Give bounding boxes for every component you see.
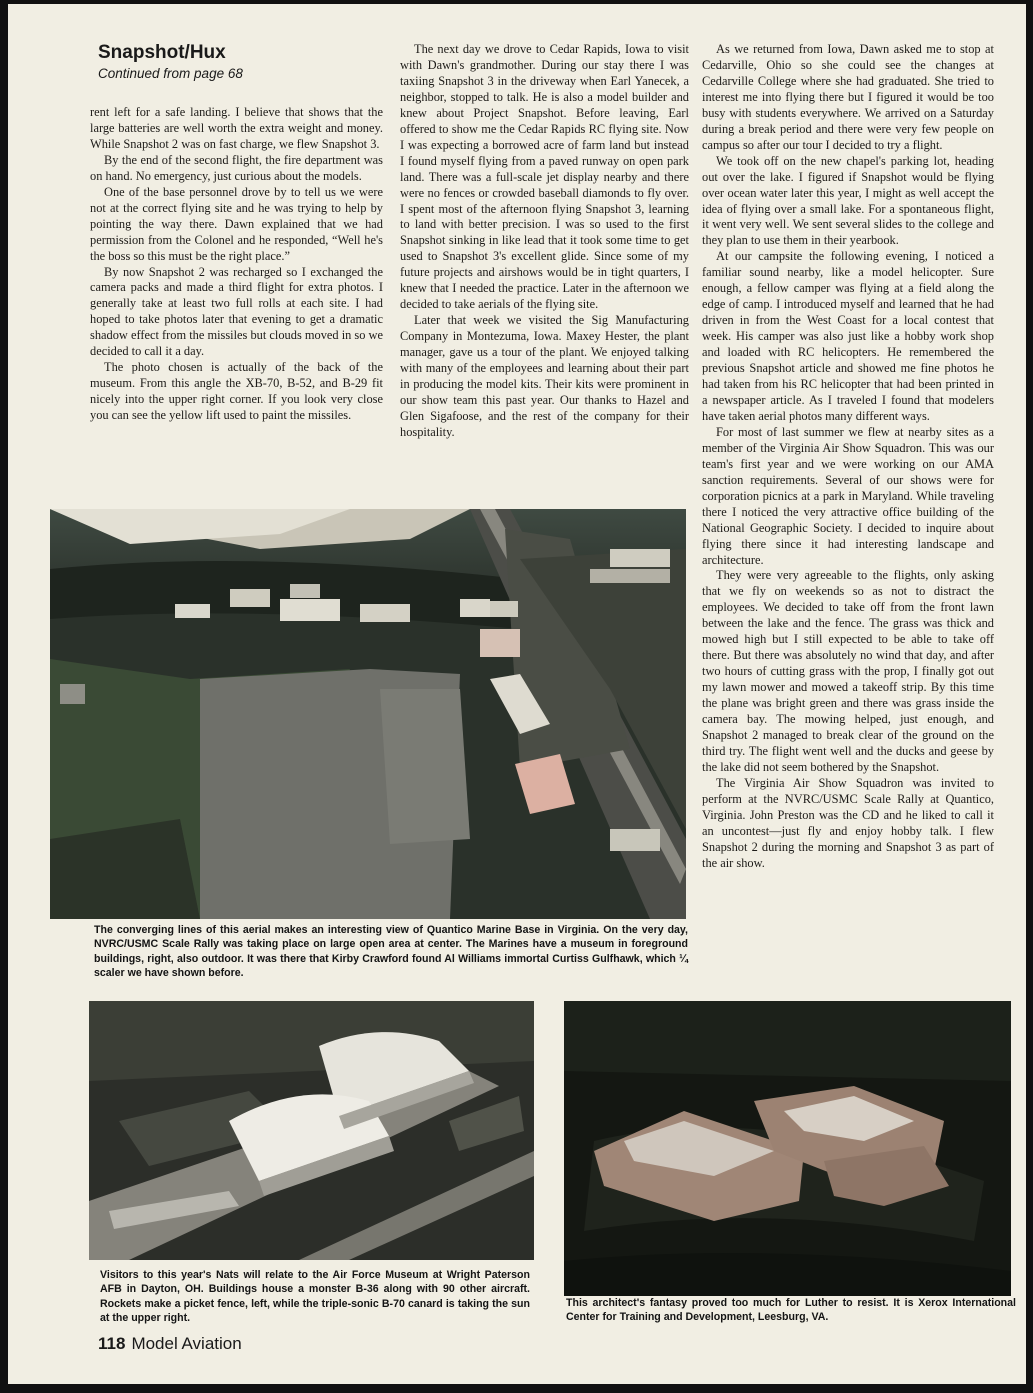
text-column-right xyxy=(702,42,994,872)
quantico-aerial-photo xyxy=(50,509,686,919)
paragraph: As we returned from Iowa, Dawn asked me to stop at Cedarville, Ohio so she could see the changes at Cedarville College where she had graduated. She tried to interest me into flying there but I figured it would be too busy with students everywhere. We arrived on a Saturday during a break period and there were very few people on campus so after our tour I decided to try a flight. xyxy=(702,42,994,152)
magazine-page xyxy=(8,4,1026,1384)
text-column-middle xyxy=(400,42,689,441)
page-number: 118 xyxy=(98,1334,126,1353)
continued-note: Continued from page 68 xyxy=(98,66,243,81)
article-title: Snapshot/Hux xyxy=(98,42,226,63)
caption-quantico: The converging lines of this aerial makes an interesting view of Quantico Marine Base in Virginia. On the very day, NVRC/USMC Scale Rally was taking place on large open area at center. The Marines have a museum in foreground buildings, right, also outdoor. It was there that Kirby Crawford found Al Williams immortal Curtiss Gulfhawk, which ¼ scaler we have shown before. xyxy=(94,924,688,980)
caption-xerox: This architect's fantasy proved too much for Luther to resist. It is Xerox International Center for Training and Development, Leesburg, VA. xyxy=(566,1297,1016,1324)
paragraph: By the end of the second flight, the fire department was on hand. No emergency, just curious about the models. xyxy=(90,152,383,183)
paragraph: rent left for a safe landing. I believe that shows that the large batteries are well worth the extra weight and money. While Snapshot 2 was on fast charge, we flew Snapshot 3. xyxy=(90,105,383,151)
paragraph: One of the base personnel drove by to tell us we were not at the correct flying site and he was trying to help by pointing the way there. Dawn explained that we had permission from the Colonel and he responded, “Well he's the boss so this must be the right place.” xyxy=(90,184,383,263)
page-footer xyxy=(98,1334,242,1354)
magazine-name: Model Aviation xyxy=(131,1334,242,1353)
paragraph: For most of last summer we flew at nearby sites as a member of the Virginia Air Show Squadron. This was our team's first year and we were working on our AMA sanction requirements. Several of our shows were for corporation picnics at a park in Maryland. While traveling there I noticed the very attractive office building of the National Geographic Society. I decided to inquire about flying there since it had interesting landscape and architecture. xyxy=(702,424,994,567)
paragraph: The next day we drove to Cedar Rapids, Iowa to visit with Dawn's grandmother. During our stay there I was taxiing Snapshot 3 in the driveway when Earl Yanecek, a neighbor, stopped to talk. He is also a model builder and knew about Project Snapshot. Before leaving, Earl offered to show me the Cedar Rapids RC flying site. Now I was expecting a borrowed acre of farm land but instead I found myself flying from a paved runway on open park land. There was a full-scale jet display nearby and there were no fences or crowded baseball diamonds to fly over. I spent most of the afternoon flying Snapshot 3, learning to land with better precision. I was so used to the first Snapshot sinking in like lead that it took some time to get used to Snapshot 3's excellent glide. Since some of my future projects and airshows would be in tight quarters, I knew that I needed the practice. Later in the afternoon we decided to take aerials of the flying site. xyxy=(400,42,689,312)
caption-museum: Visitors to this year's Nats will relate to the Air Force Museum at Wright Paterson AFB in Dayton, OH. Buildings house a monster B-36 along with 90 other aircraft. Rockets make a picket fence, left, while the triple-sonic B-70 canard is taking the sun at the upper right. xyxy=(100,1269,530,1325)
paragraph: They were very agreeable to the flights, only asking that we fly on weekends so as not to distract the employees. We decided to take off from the front lawn between the lake and the fence. The grass was thick and mowed high but I still expected to be able to take off there. But there was absolutely no wind that day, and after two hours of cutting grass with the prop, I finally got out my lawn mower and mowed a takeoff strip. By this time the plane was bright green and there was grass inside the camera bay. The mowing helped, just enough, and Snapshot 2 managed to break clear of the ground on the third try. The flight went well and the ducks and geese by the lake did not seem bothered by the Snapshot. xyxy=(702,568,994,774)
air-force-museum-photo xyxy=(89,1001,534,1260)
paragraph: Later that week we visited the Sig Manufacturing Company in Montezuma, Iowa. Maxey Hester, the plant manager, gave us a tour of the plant. We enjoyed talking with many of the employees and learning about their part in producing the model kits. Their kits were prominent in our show team this past year. Our thanks to Hazel and Glen Sigafoose, and the rest of the company for their hospitality. xyxy=(400,313,689,439)
paragraph: At our campsite the following evening, I noticed a familiar sound nearby, like a model helicopter. Sure enough, a fellow camper was flying at a field along the edge of camp. I introduced myself and learned that he had driven in from the West Coast for a local contest that week. His camper was also just like a hobby work shop and loaded with RC helicopters. He remembered the previous Snapshot article and showed me fine photos he had taken from his RC helicopter that had been printed in a newspaper article. As I traveled I found that modelers have taken aerial photos many different ways. xyxy=(702,249,994,423)
paragraph: The Virginia Air Show Squadron was invited to perform at the NVRC/USMC Scale Rally at Quantico, Virginia. John Preston was the CD and he liked to call it an uncontest—just fly and enjoy hobby talk. I flew Snapshot 2 during the morning and Snapshot 3 as part of the air show. xyxy=(702,775,994,870)
paragraph: The photo chosen is actually of the back of the museum. From this angle the XB-70, B-52, and B-29 fit nicely into the upper right corner. If you look very close you can see the yellow lift used to paint the missiles. xyxy=(90,360,383,423)
paragraph: By now Snapshot 2 was recharged so I exchanged the camera packs and made a third flight for extra photos. I generally take at least two full rolls at each site. I had hoped to take photos later that evening to get a dramatic shadow effect from the missiles but clouds moved in so we decided to call it a day. xyxy=(90,264,383,359)
xerox-center-photo xyxy=(564,1001,1011,1296)
text-column-left xyxy=(90,105,383,424)
paragraph: We took off on the new chapel's parking lot, heading out over the lake. I figured if Snapshot would be flying over ocean water later this year, I might as well accept the idea of flying over a small lake. For a spontaneous flight, it went very well. We sent several slides to the college and they plan to use them in their yearbook. xyxy=(702,153,994,248)
